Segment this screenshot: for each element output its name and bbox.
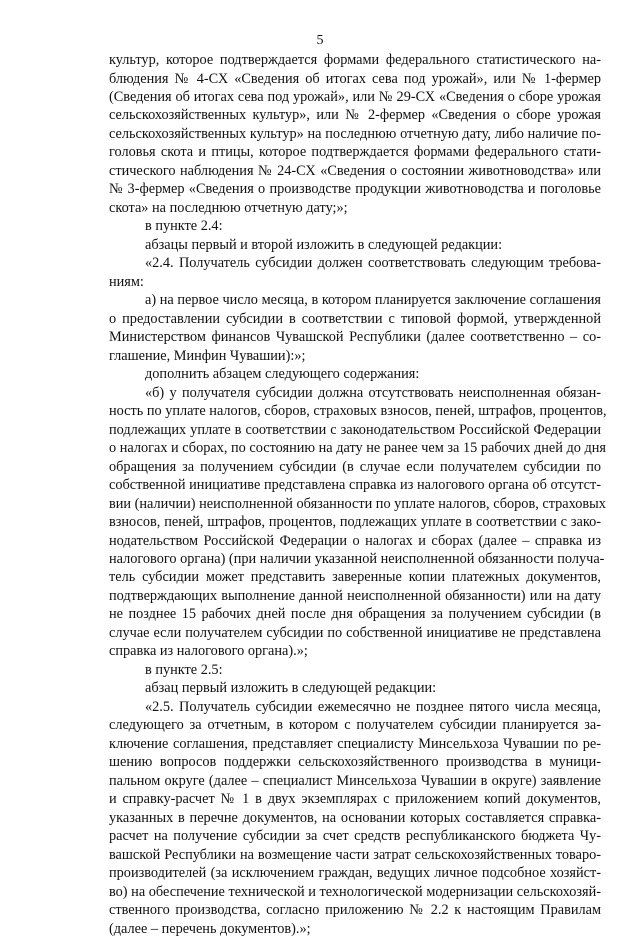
page-number: 5 — [316, 33, 324, 48]
text-line: во) на обеспечение технической и технологической модернизации сельскохозяй- — [109, 883, 601, 900]
text-line: нодательством Российской Федерации о налогах и сборах (далее – справка из — [109, 532, 601, 549]
text-line: головья скота и птицы, которое подтверждается формами федерального стати- — [109, 144, 601, 161]
text-line: справка из налогового органа).»; — [109, 643, 308, 660]
text-line: тель субсидии может представить заверенные копии платежных документов, — [109, 569, 601, 586]
text-line: дополнить абзацем следующего содержания: — [145, 366, 420, 383]
text-line: сельскохозяйственных культур», или № 2-фермер «Сведения о сборе урожая — [109, 107, 601, 124]
text-line: обращения за получением субсидии (в случае если получателем субсидии по — [109, 458, 601, 475]
text-line: сельскохозяйственных культур» на последнюю отчетную дату, либо наличие по- — [109, 125, 601, 142]
text-line: (далее – перечень документов).»; — [109, 920, 311, 937]
text-line: № 3-фермер «Сведения о производстве продукции животноводства и поголовье — [109, 181, 601, 198]
text-line: подлежащих уплате в соответствии с законодательством Российской Федерации — [109, 421, 601, 438]
text-line: налогового органа) (при наличии указанной неисполненной обязанности получа- — [109, 551, 605, 567]
text-line: случае если получателем субсидии по собственной инициативе не представлена — [109, 624, 601, 641]
text-line: в пункте 2.4: — [145, 218, 223, 235]
text-line: пальном округе (далее – специалист Минсельхоза Чувашии в округе) заявление — [109, 772, 601, 789]
text-line: ность по уплате налогов, сборов, страховых взносов, пеней, штрафов, процентов, — [109, 403, 607, 420]
text-line: расчет на получение субсидии за счет средств республиканского бюджета Чу- — [109, 828, 601, 845]
text-line: о предоставлении субсидии в соответствии с типовой формой, утвержденной — [109, 310, 601, 327]
text-line: подтверждающих выполнение данной неисполненной обязанности) или на дату — [109, 587, 601, 604]
text-line: вашской Республики на возмещение части затрат сельскохозяйственных товаро- — [109, 846, 601, 863]
text-line: культур, которое подтверждается формами федерального статистического на- — [109, 52, 601, 68]
text-line: Министерством финансов Чувашской Республики (далее соответственно – со- — [109, 329, 601, 346]
text-line: не позднее 15 рабочих дней после дня обращения за получением субсидии (в — [109, 606, 601, 623]
text-line: глашение, Минфин Чувашии):»; — [109, 347, 306, 364]
text-line: а) на первое число месяца, в котором планируется заключение соглашения — [145, 292, 601, 309]
text-line: и справку-расчет № 1 в двух экземплярах с приложением копий документов, — [109, 791, 601, 808]
text-line: скота» на последнюю отчетную дату;»; — [109, 199, 348, 216]
text-line: взносов, пеней, штрафов, процентов, подлежащих уплате в соответствии с зако- — [109, 514, 601, 530]
text-line: указанных в перечне документов, на основании которых составляется справка- — [109, 809, 601, 826]
text-line: собственной инициативе представлена справка из налогового органа об отсутст- — [109, 477, 601, 493]
text-line: «б) у получателя субсидии должна отсутствовать неисполненная обязан- — [145, 384, 601, 401]
text-line: блюдения № 4-СХ «Сведения об итогах сева под урожай», или № 1-фермер — [109, 70, 601, 87]
text-line: (Сведения об итогах сева под урожай», или № 29-СХ «Сведения о сборе урожая — [109, 89, 601, 105]
text-line: вии (наличии) неисполненной обязанности по уплате налогов, сборов, страховых — [109, 495, 606, 512]
text-line: «2.4. Получатель субсидии должен соответствовать следующим требова- — [145, 255, 601, 272]
text-line: производителей (за исключением граждан, ведущих личное подсобное хозяйст- — [109, 865, 601, 882]
text-line: следующего за отчетным, в котором с получателем субсидии планируется за- — [109, 717, 601, 734]
text-line: о налогах и сборах, по состоянию на дату не ранее чем за 15 рабочих дней до дня — [109, 440, 606, 457]
text-line: «2.5. Получатель субсидии ежемесячно не позднее пятого числа месяца, — [145, 698, 601, 715]
text-line: абзацы первый и второй изложить в следующей редакции: — [145, 236, 503, 253]
text-line: ниям: — [109, 273, 144, 290]
text-line: ственного производства, согласно приложению № 2.2 к настоящим Правилам — [109, 902, 601, 919]
text-line: стического наблюдения № 24-СХ «Сведения о состоянии животноводства» или — [109, 162, 601, 179]
text-line: шению вопросов поддержки сельскохозяйственного производства в муници- — [109, 754, 601, 771]
text-line: абзац первый изложить в следующей редакции: — [145, 680, 437, 697]
text-line: ключение соглашения, представляет специалисту Минсельхоза Чувашии по ре- — [109, 735, 601, 752]
text-line: в пункте 2.5: — [145, 661, 223, 678]
